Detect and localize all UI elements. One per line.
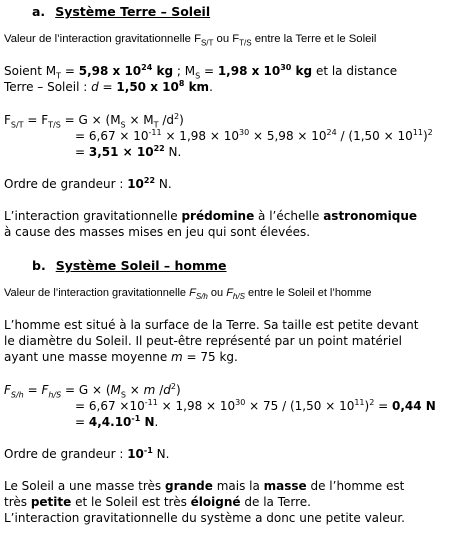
section-a-title: Système Terre – Soleil	[55, 4, 211, 19]
exponent: -1	[131, 414, 141, 423]
unit: kg	[152, 64, 174, 78]
text: de la Terre.	[240, 495, 311, 509]
text: ou	[207, 287, 227, 299]
section-b-conclusion-line2	[4, 495, 311, 510]
section-a-order	[4, 177, 172, 192]
text: entre le Soleil et l’homme	[244, 287, 372, 299]
force-symbol: F	[189, 287, 196, 299]
text: L’interaction gravitationnelle	[4, 209, 182, 223]
text: de l’homme est	[306, 479, 405, 493]
subscript: T/S	[48, 120, 61, 130]
distance-symbol: d	[163, 383, 171, 397]
distance-value: 1,50 x 10	[116, 80, 179, 94]
subscript: T/S	[239, 38, 252, 48]
exponent: -11	[148, 128, 162, 137]
section-a-conclusion-line1	[4, 209, 417, 224]
section-a-number: a.	[32, 4, 46, 19]
unit: km	[184, 80, 210, 94]
section-a-intro	[4, 32, 376, 47]
subscript: S/T	[10, 120, 24, 130]
text: )	[179, 113, 184, 127]
text: Soient M	[4, 64, 57, 78]
section-b-desc-line3	[4, 350, 238, 365]
text: × 1,98 × 10	[157, 399, 236, 413]
exponent: 2	[369, 398, 375, 407]
text: /	[155, 383, 164, 397]
section-b-formula-line3	[4, 415, 158, 430]
text: et la distance	[312, 64, 398, 78]
sun-mass-value: 1,98 x 10	[217, 64, 281, 78]
text: = 75 kg.	[182, 350, 238, 364]
text: )	[364, 399, 370, 413]
text: à l’échelle	[254, 209, 324, 223]
subscript: h/S	[48, 390, 62, 400]
result-value: 4,4.10	[88, 415, 132, 429]
force-symbol: F	[4, 383, 11, 397]
mass-symbol: m	[171, 350, 183, 364]
emphasis: prédomine	[181, 209, 255, 223]
exponent: 30	[280, 63, 292, 72]
force-symbol: F	[226, 287, 233, 299]
text: × 75 / (1,50 × 10	[245, 399, 355, 413]
order-value: 10	[127, 177, 144, 191]
exponent: 2	[427, 128, 433, 137]
text: = G × (	[61, 383, 111, 397]
text: Terre – Soleil :	[4, 80, 92, 94]
text: × M	[125, 113, 154, 127]
subscript: T	[153, 120, 159, 130]
exponent: 22	[143, 176, 156, 185]
order-label: Ordre de grandeur :	[4, 177, 128, 191]
text: très	[4, 495, 31, 509]
text: = 6,67 ×10	[75, 399, 145, 413]
unit: kg	[291, 64, 313, 78]
distance-symbol: d	[91, 80, 99, 94]
section-b-intro	[4, 286, 372, 301]
text: F	[4, 113, 11, 127]
text: = 6,67 × 10	[75, 129, 149, 143]
text: ou F	[213, 33, 240, 45]
mass-symbol: m	[143, 383, 156, 397]
section-a-heading	[32, 4, 210, 19]
subscript: T	[56, 71, 62, 81]
exponent: 24	[141, 63, 153, 72]
text: = G × (M	[60, 113, 121, 127]
text: .	[154, 415, 159, 429]
text: × 5,98 × 10	[249, 129, 327, 143]
text: =	[374, 399, 392, 413]
unit: N	[140, 415, 155, 429]
subscript: S	[120, 390, 126, 400]
exponent: 30	[235, 398, 246, 407]
text: Valeur de l’interaction gravitationnelle F	[4, 33, 201, 45]
text: =	[23, 383, 42, 397]
unit: N.	[152, 447, 170, 461]
text: ; M	[173, 64, 196, 78]
section-a-conclusion-line2: à cause des masses mises en jeu qui sont élevées.	[4, 225, 311, 239]
subscript: S	[120, 120, 126, 130]
text: entre la Terre et le Soleil	[251, 33, 377, 45]
text: × 1,98 × 10	[161, 129, 239, 143]
subscript: h/S	[232, 292, 245, 302]
exponent: 11	[412, 128, 423, 137]
exponent: 2	[174, 112, 180, 121]
section-b-formula-line1	[4, 383, 181, 398]
section-b-conclusion-line1	[4, 479, 404, 494]
text: / (1,50 × 10	[336, 129, 413, 143]
exponent: 24	[326, 128, 337, 137]
earth-mass-value: 5,98 x 10	[78, 64, 142, 78]
result-value: 3,51 × 10	[88, 145, 154, 159]
emphasis: astronomique	[323, 209, 418, 223]
subscript: S/h	[195, 292, 208, 302]
text: Le Soleil a une masse très	[4, 479, 165, 493]
subscript: S	[195, 71, 201, 81]
text: )	[175, 383, 181, 397]
text: )	[422, 129, 428, 143]
emphasis: grande	[164, 479, 213, 493]
text: mais la	[212, 479, 264, 493]
section-b-title: Système Soleil – homme	[55, 258, 227, 273]
order-value: 10	[127, 447, 144, 461]
unit: N	[164, 145, 178, 159]
text: .	[209, 80, 213, 94]
section-b-formula-line2	[4, 399, 436, 414]
exponent: -1	[143, 446, 153, 455]
order-label: Ordre de grandeur :	[4, 447, 128, 461]
text: ×	[125, 383, 144, 397]
result-value: 0,44 N	[392, 399, 436, 413]
subscript: S/T	[200, 38, 214, 48]
section-b-desc-line2: le diamètre du Soleil. Il peut-être représenté par un point matériel	[4, 334, 402, 348]
text: et le Soleil est très	[71, 495, 191, 509]
exponent: 2	[170, 382, 176, 391]
text: =	[61, 64, 79, 78]
section-b-number: b.	[32, 258, 46, 273]
text: =	[75, 415, 89, 429]
exponent: 30	[238, 128, 250, 137]
text: = F	[23, 113, 49, 127]
text: =	[98, 80, 117, 94]
section-a-formula-line2	[4, 129, 433, 144]
exponent: 11	[354, 398, 365, 407]
section-b-conclusion-line3: L’interaction gravitationnelle du système a donc une petite valeur.	[4, 511, 405, 525]
section-a-given-line1	[4, 64, 397, 79]
section-a-given-line2	[4, 80, 213, 95]
section-b-heading	[32, 258, 227, 273]
mass-symbol: M	[110, 383, 121, 397]
emphasis: masse	[263, 479, 307, 493]
text: ayant une masse moyenne	[4, 350, 172, 364]
section-a-formula-line3	[4, 145, 181, 160]
unit: N.	[155, 177, 172, 191]
section-b-desc-line1: L’homme est situé à la surface de la Terre. Sa taille est petite devant	[4, 318, 419, 332]
section-a-formula-line1	[4, 113, 184, 128]
text: =	[75, 145, 89, 159]
section-b-order	[4, 447, 169, 462]
exponent: 8	[178, 79, 185, 88]
force-symbol: F	[41, 383, 49, 397]
text: .	[177, 145, 182, 159]
text: Valeur de l’interaction gravitationnelle	[4, 287, 190, 299]
emphasis: petite	[30, 495, 72, 509]
emphasis: éloigné	[190, 495, 241, 509]
subscript: S/h	[10, 390, 24, 400]
text: =	[200, 64, 218, 78]
text: /d	[158, 113, 175, 127]
exponent: -11	[144, 398, 158, 407]
exponent: 22	[153, 144, 165, 153]
